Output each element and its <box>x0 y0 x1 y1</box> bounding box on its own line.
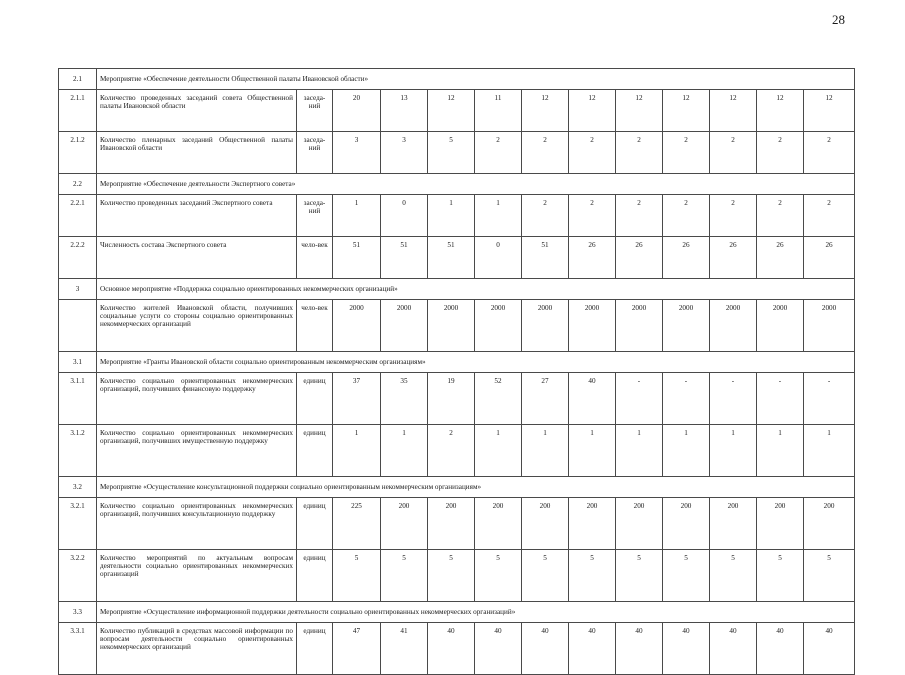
value-cell: 2 <box>663 195 710 237</box>
value-cell: 2000 <box>522 300 569 352</box>
value-cell: 2 <box>569 195 616 237</box>
value-cell: - <box>616 373 663 425</box>
unit-of-measure: единиц <box>297 550 333 602</box>
value-cell: 40 <box>757 623 804 675</box>
unit-of-measure: единиц <box>297 373 333 425</box>
row-number: 3.1 <box>59 352 97 373</box>
table-row <box>59 237 855 279</box>
value-cell: 200 <box>804 498 855 550</box>
indicator-name: Количество мероприятий по актуальным вопросам деятельности социально ориентированных некоммерческих организаций <box>97 550 297 602</box>
value-cell: 2 <box>522 132 569 174</box>
value-cell: 26 <box>710 237 757 279</box>
section-row <box>59 69 855 90</box>
value-cell: 26 <box>804 237 855 279</box>
value-cell: 2 <box>663 132 710 174</box>
value-cell: 51 <box>381 237 428 279</box>
value-cell: 2 <box>804 132 855 174</box>
value-cell: 26 <box>616 237 663 279</box>
section-title: Мероприятие «Обеспечение деятельности Общественной палаты Ивановской области» <box>97 69 855 90</box>
value-cell: 0 <box>381 195 428 237</box>
value-cell: 2000 <box>804 300 855 352</box>
indicator-name: Количество социально ориентированных некоммерческих организаций, получивших консультационную поддержку <box>97 498 297 550</box>
indicator-name: Количество проведенных заседаний совета Общественной палаты Ивановской области <box>97 90 297 132</box>
unit-of-measure: заседа-ний <box>297 90 333 132</box>
value-cell: 200 <box>522 498 569 550</box>
value-cell: 5 <box>475 550 522 602</box>
value-cell: 2000 <box>710 300 757 352</box>
value-cell: 12 <box>757 90 804 132</box>
value-cell: 26 <box>663 237 710 279</box>
row-number: 2.2.2 <box>59 237 97 279</box>
value-cell: 12 <box>804 90 855 132</box>
value-cell: 200 <box>475 498 522 550</box>
value-cell: 1 <box>804 425 855 477</box>
value-cell: 1 <box>381 425 428 477</box>
indicator-name: Количество пленарных заседаний Общественной палаты Ивановской области <box>97 132 297 174</box>
row-number: 2.2 <box>59 174 97 195</box>
row-number: 3.1.2 <box>59 425 97 477</box>
row-number: 2.2.1 <box>59 195 97 237</box>
indicator-name: Количество публикаций в средствах массовой информации по вопросам деятельности социально ориентированных некоммерческих организаций <box>97 623 297 675</box>
indicator-name: Численность состава Экспертного совета <box>97 237 297 279</box>
unit-of-measure: единиц <box>297 425 333 477</box>
indicator-name: Количество социально ориентированных некоммерческих организаций, получивших финансовую поддержку <box>97 373 297 425</box>
value-cell: 52 <box>475 373 522 425</box>
value-cell: 5 <box>757 550 804 602</box>
value-cell: 2 <box>616 132 663 174</box>
value-cell: 12 <box>428 90 475 132</box>
section-title: Мероприятие «Обеспечение деятельности Экспертного совета» <box>97 174 855 195</box>
value-cell: 1 <box>616 425 663 477</box>
value-cell: 5 <box>428 132 475 174</box>
value-cell: 2 <box>569 132 616 174</box>
value-cell: 200 <box>757 498 804 550</box>
value-cell: 40 <box>428 623 475 675</box>
row-number: 3.2.2 <box>59 550 97 602</box>
value-cell: 5 <box>522 550 569 602</box>
value-cell: 40 <box>569 373 616 425</box>
unit-of-measure: чело-век <box>297 300 333 352</box>
value-cell: 51 <box>522 237 569 279</box>
unit-of-measure: заседа-ний <box>297 132 333 174</box>
table-row <box>59 498 855 550</box>
value-cell: 51 <box>428 237 475 279</box>
value-cell: 2 <box>757 132 804 174</box>
row-number: 3.3.1 <box>59 623 97 675</box>
value-cell: 41 <box>381 623 428 675</box>
row-number: 3.2.1 <box>59 498 97 550</box>
value-cell: - <box>663 373 710 425</box>
value-cell: 5 <box>663 550 710 602</box>
value-cell: 40 <box>710 623 757 675</box>
value-cell: 5 <box>381 550 428 602</box>
row-number: 2.1.2 <box>59 132 97 174</box>
value-cell: 19 <box>428 373 475 425</box>
value-cell: 1 <box>333 195 381 237</box>
value-cell: 1 <box>475 425 522 477</box>
value-cell: 5 <box>569 550 616 602</box>
value-cell: 1 <box>569 425 616 477</box>
indicator-name: Количество социально ориентированных некоммерческих организаций, получивших имущественную поддержку <box>97 425 297 477</box>
value-cell: 200 <box>710 498 757 550</box>
value-cell: 2 <box>710 195 757 237</box>
value-cell: 51 <box>333 237 381 279</box>
value-cell: 225 <box>333 498 381 550</box>
section-title: Основное мероприятие «Поддержка социально ориентированных некоммерческих организаций» <box>97 279 855 300</box>
value-cell: 1 <box>757 425 804 477</box>
value-cell: 2 <box>616 195 663 237</box>
value-cell: - <box>804 373 855 425</box>
value-cell: 40 <box>475 623 522 675</box>
value-cell: 5 <box>616 550 663 602</box>
value-cell: 200 <box>663 498 710 550</box>
row-number: 2.1.1 <box>59 90 97 132</box>
value-cell: 2 <box>804 195 855 237</box>
table-row <box>59 373 855 425</box>
value-cell: 20 <box>333 90 381 132</box>
value-cell: 2000 <box>428 300 475 352</box>
value-cell: 11 <box>475 90 522 132</box>
table-row <box>59 132 855 174</box>
value-cell: 1 <box>428 195 475 237</box>
value-cell: 40 <box>663 623 710 675</box>
row-number: 3.1.1 <box>59 373 97 425</box>
value-cell: 5 <box>710 550 757 602</box>
value-cell: 40 <box>804 623 855 675</box>
value-cell: 5 <box>804 550 855 602</box>
value-cell: 5 <box>333 550 381 602</box>
unit-of-measure: единиц <box>297 623 333 675</box>
value-cell: 40 <box>522 623 569 675</box>
value-cell: 2 <box>710 132 757 174</box>
value-cell: 12 <box>569 90 616 132</box>
value-cell: 26 <box>569 237 616 279</box>
value-cell: 2 <box>757 195 804 237</box>
row-number <box>59 300 97 352</box>
value-cell: 2000 <box>569 300 616 352</box>
row-number: 3 <box>59 279 97 300</box>
table-row <box>59 195 855 237</box>
value-cell: 2000 <box>757 300 804 352</box>
section-row <box>59 279 855 300</box>
section-title: Мероприятие «Осуществление информационной поддержки деятельности социально ориентированных некоммерческих организаций» <box>97 602 855 623</box>
table-row <box>59 90 855 132</box>
section-title: Мероприятие «Гранты Ивановской области социально ориентированным некоммерческим организациям» <box>97 352 855 373</box>
value-cell: 40 <box>616 623 663 675</box>
value-cell: 1 <box>522 425 569 477</box>
table-row <box>59 300 855 352</box>
value-cell: 12 <box>616 90 663 132</box>
unit-of-measure: чело-век <box>297 237 333 279</box>
table-row <box>59 425 855 477</box>
section-row <box>59 352 855 373</box>
value-cell: 13 <box>381 90 428 132</box>
table-row <box>59 623 855 675</box>
row-number: 3.2 <box>59 477 97 498</box>
indicators-table <box>58 68 855 675</box>
table-body <box>59 69 855 675</box>
value-cell: 26 <box>757 237 804 279</box>
value-cell: 5 <box>428 550 475 602</box>
value-cell: 27 <box>522 373 569 425</box>
value-cell: 200 <box>616 498 663 550</box>
value-cell: 200 <box>569 498 616 550</box>
value-cell: 12 <box>663 90 710 132</box>
unit-of-measure: заседа-ний <box>297 195 333 237</box>
value-cell: 2000 <box>381 300 428 352</box>
indicator-name: Количество проведенных заседаний Экспертного совета <box>97 195 297 237</box>
value-cell: 0 <box>475 237 522 279</box>
value-cell: - <box>757 373 804 425</box>
value-cell: 1 <box>663 425 710 477</box>
section-row <box>59 477 855 498</box>
page-number: 28 <box>832 12 845 27</box>
section-title: Мероприятие «Осуществление консультационной поддержки социально ориентированным некоммерческим организациям» <box>97 477 855 498</box>
value-cell: 12 <box>710 90 757 132</box>
row-number: 3.3 <box>59 602 97 623</box>
value-cell: 2000 <box>616 300 663 352</box>
value-cell: 2000 <box>663 300 710 352</box>
value-cell: 2 <box>475 132 522 174</box>
value-cell: - <box>710 373 757 425</box>
value-cell: 1 <box>710 425 757 477</box>
indicator-name: Количество жителей Ивановской области, получивших социальные услуги со стороны социально ориентированных некоммерческих организаций <box>97 300 297 352</box>
unit-of-measure: единиц <box>297 498 333 550</box>
value-cell: 2 <box>428 425 475 477</box>
value-cell: 2000 <box>333 300 381 352</box>
value-cell: 2 <box>522 195 569 237</box>
value-cell: 200 <box>428 498 475 550</box>
value-cell: 200 <box>381 498 428 550</box>
value-cell: 3 <box>333 132 381 174</box>
section-row <box>59 602 855 623</box>
value-cell: 1 <box>475 195 522 237</box>
value-cell: 35 <box>381 373 428 425</box>
value-cell: 37 <box>333 373 381 425</box>
table-row <box>59 550 855 602</box>
value-cell: 12 <box>522 90 569 132</box>
value-cell: 47 <box>333 623 381 675</box>
value-cell: 40 <box>569 623 616 675</box>
value-cell: 2000 <box>475 300 522 352</box>
value-cell: 1 <box>333 425 381 477</box>
row-number: 2.1 <box>59 69 97 90</box>
value-cell: 3 <box>381 132 428 174</box>
section-row <box>59 174 855 195</box>
